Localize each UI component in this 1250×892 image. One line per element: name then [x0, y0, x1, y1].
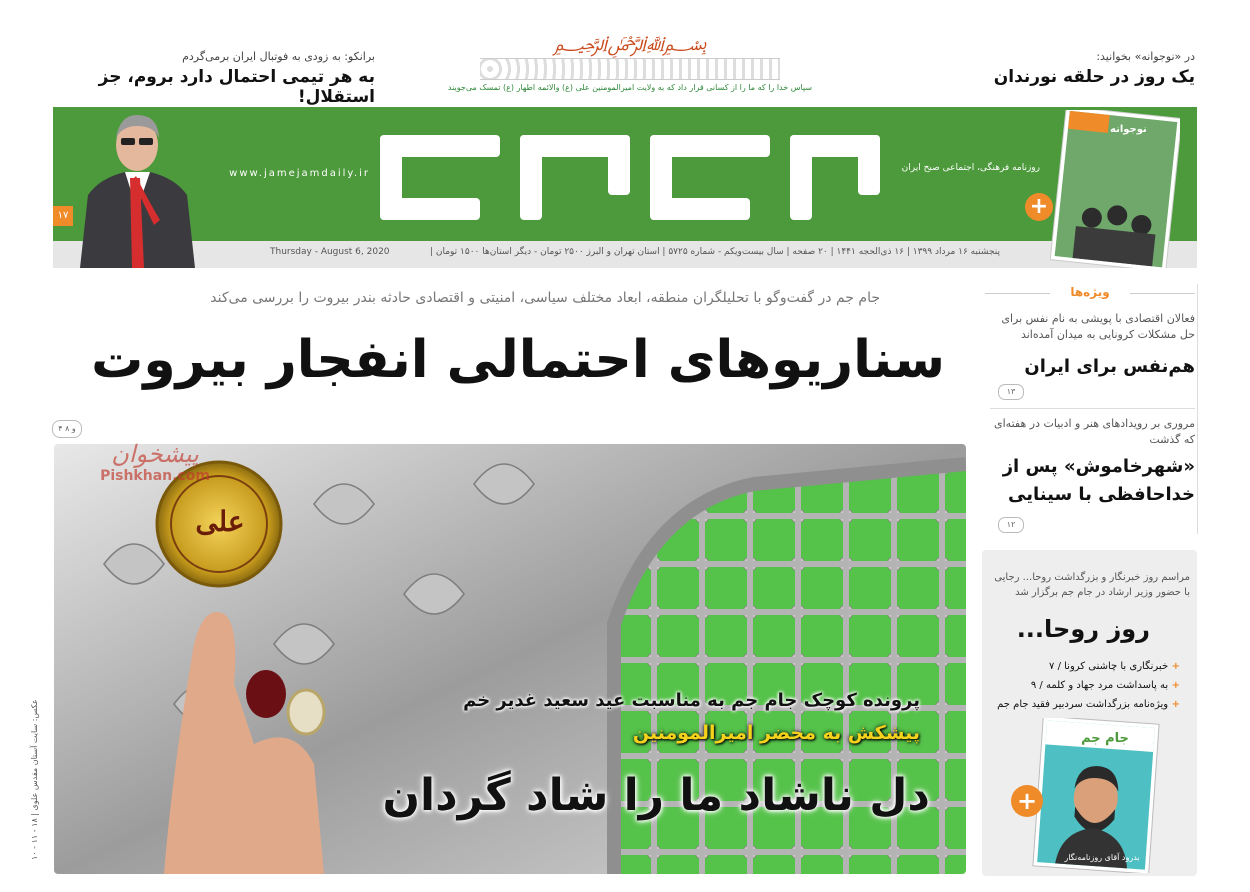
list-item[interactable]: + خبرنگاری با چاشنی کرونا / ۷	[1049, 661, 1180, 672]
caption-small: پرونده کوچک جام جم به مناسبت عید سعید غدیر خم	[463, 690, 920, 711]
supplement-cover-logo: نوجوانه	[1110, 124, 1147, 135]
plus-icon[interactable]: +	[1025, 193, 1053, 221]
teaser-left-kicker: برانکو: به زودی به فوتبال ایران برمی‌گردم	[182, 50, 375, 63]
memorial-cover-caption: بدرود آقای روزنامه‌نگار	[1064, 853, 1140, 862]
sidebar-item1-headline[interactable]: هم‌نفس برای ایران	[1024, 356, 1195, 377]
photo-credit: عکس: سایت آستان مقدس علوی | ۱۸ - ۱۱ - ۱۰	[30, 699, 39, 860]
supplement-cover-thumbnail[interactable]	[1050, 110, 1180, 268]
watermark-en: Pishkhan.com	[100, 468, 210, 484]
divider	[990, 408, 1195, 409]
main-headline[interactable]: سناریوهای احتمالی انفجار بیروت	[91, 330, 945, 390]
sidebar-item1-text: فعالان اقتصادی با پویشی به نام نفس برای حل مشکلات کرونایی به میدان آمده‌اند	[1001, 312, 1195, 341]
sidebar-label: ویژه‌ها	[1070, 285, 1110, 299]
list-item[interactable]: + ویژه‌نامه بزرگداشت سردبیر فقید جام جم	[997, 699, 1180, 710]
sidebar-box-headline[interactable]: روز روحا...	[1016, 615, 1150, 643]
plus-icon[interactable]: +	[1011, 785, 1043, 817]
list-item[interactable]: + به پاسداشت مرد جهاد و کلمه / ۹	[1030, 680, 1180, 691]
watermark-fa: پیشخوان	[111, 440, 199, 468]
masthead-subtitle: روزنامه فرهنگی، اجتماعی صبح ایران	[901, 163, 1040, 173]
masthead-ornament	[440, 32, 820, 104]
caption-yellow: پیشکش به محضر امیرالمومنین	[632, 722, 920, 744]
main-page-ref: ۴ و ۸	[52, 420, 82, 438]
teaser-right	[865, 50, 1195, 87]
calligraphy-icon: ﷽	[553, 31, 707, 55]
sidebar-item2-headline-2[interactable]: خداحافظی با سینایی	[1008, 484, 1195, 505]
watermark	[95, 440, 215, 484]
memorial-cover-logo: جام جم	[1081, 731, 1129, 746]
person-portrait	[70, 100, 205, 268]
page-badge: ۱۷	[53, 206, 73, 226]
main-kicker: جام جم در گفت‌وگو با تحلیلگران منطقه، ابعاد مختلف سیاسی، امنیتی و اقتصادی حادثه بندر بیروت را بررسی می‌کند	[210, 290, 880, 306]
sidebar-item2-text: مروری بر رویدادهای هنر و ادبیات در هفته‌ای که گذشت	[994, 417, 1195, 446]
teaser-right-headline[interactable]: یک روز در حلقه نورندان	[993, 67, 1195, 87]
teaser-left	[55, 50, 375, 107]
plus-bullet-icon: +	[1168, 680, 1180, 691]
dateline-fa: پنجشنبه ۱۶ مرداد ۱۳۹۹ | ۱۶ ذی‌الحجه ۱۴۴۱ | ۲۰ صفحه | سال بیست‌ویکم - شماره ۵۷۲۵ | استان تهران و البرز ۲۵۰۰ تومان - دیگر استان‌ها ۱۵۰۰ تومان |	[429, 247, 1000, 257]
newspaper-logo[interactable]	[370, 125, 890, 225]
teaser-left-headline[interactable]: به هر تیمی احتمال دارد بروم، جز استقلال!	[98, 67, 375, 107]
website-url[interactable]: www.jamejamdaily.ir	[229, 168, 370, 179]
sidebar-box-list	[990, 657, 1180, 714]
teaser-right-kicker: در «نوجوانه» بخوانید:	[1096, 50, 1195, 63]
ornament-band	[480, 58, 780, 80]
sidebar-box-text: مراسم روز خبرنگار و بزرگداشت روحا... رجایی با حضور وزیر ارشاد در جام جم برگزار شد	[994, 572, 1190, 598]
sidebar-item2-ref: ۱۲	[998, 517, 1024, 533]
dateline-en: Thursday - August 6, 2020	[270, 247, 390, 257]
divider	[1130, 293, 1195, 294]
memorial-cover-thumbnail[interactable]	[1030, 718, 1160, 873]
motto-line: سپاس خدا را که ما را از کسانی قرار داد که به ولایت امیرالمومنین علی (ع) والائمه اطهار (ع) تمسک می‌جویند	[447, 83, 813, 92]
sidebar-item1-ref: ۱۳	[998, 384, 1024, 400]
sidebar-item2-headline-1[interactable]: «شهرخاموش» پس از	[1002, 456, 1195, 477]
plus-bullet-icon: +	[1168, 699, 1180, 710]
plus-bullet-icon: +	[1168, 661, 1180, 672]
seal-text: علی	[195, 505, 245, 538]
caption-big[interactable]: دل ناشاد ما را شاد گردان	[382, 770, 930, 821]
divider	[985, 293, 1050, 294]
